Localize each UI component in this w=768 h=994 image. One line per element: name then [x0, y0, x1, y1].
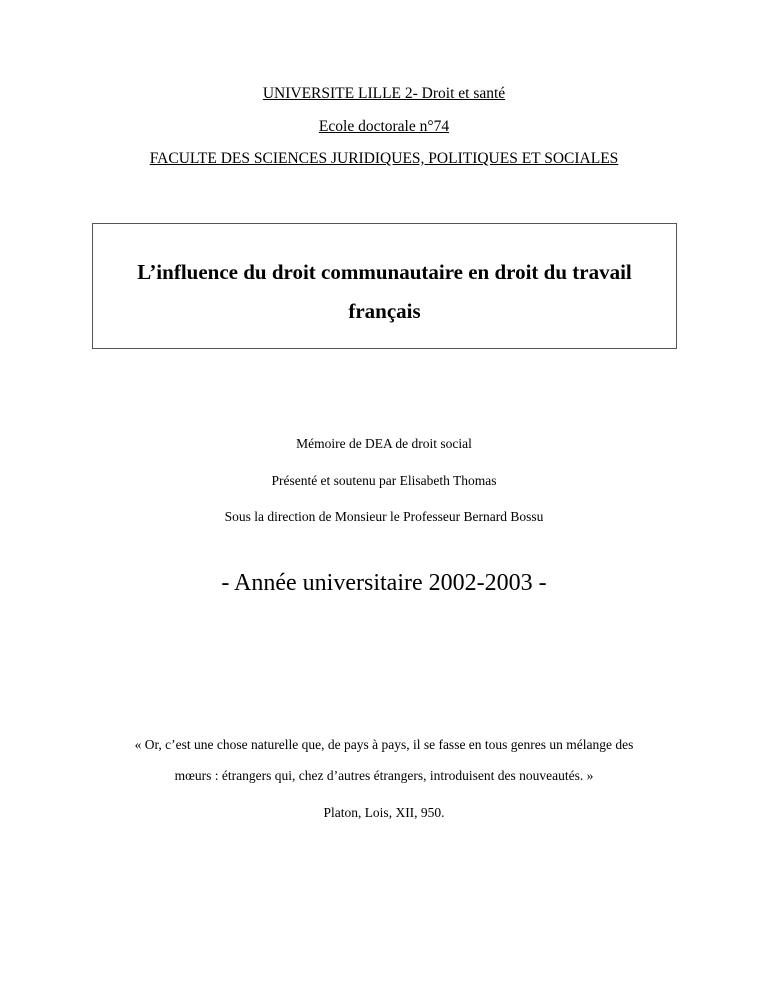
- author-line: Présenté et soutenu par Elisabeth Thomas: [271, 473, 497, 488]
- quote-line-2: mœurs : étrangers qui, chez d’autres étrangers, introduisent des nouveautés. »: [174, 768, 594, 783]
- academic-year: - Année universitaire 2002-2003 -: [221, 570, 547, 596]
- faculty-name: FACULTE DES SCIENCES JURIDIQUES, POLITIQUES ET SOCIALES: [149, 150, 619, 167]
- quote-line-1: « Or, c’est une chose naturelle que, de pays à pays, il se fasse en tous genres un mélange des: [134, 737, 634, 752]
- direction-line: Sous la direction de Monsieur le Professeur Bernard Bossu: [224, 509, 544, 524]
- thesis-title-line-2: français: [348, 299, 421, 323]
- memoire-description: Mémoire de DEA de droit social: [296, 436, 472, 451]
- title-box: [92, 223, 677, 349]
- quote-source: Platon, Lois, XII, 950.: [323, 805, 445, 820]
- doctoral-school: Ecole doctorale n°74: [318, 118, 450, 135]
- university-name: UNIVERSITE LILLE 2- Droit et santé: [262, 85, 506, 102]
- thesis-title-line-1: L’influence du droit communautaire en droit du travail: [137, 260, 632, 284]
